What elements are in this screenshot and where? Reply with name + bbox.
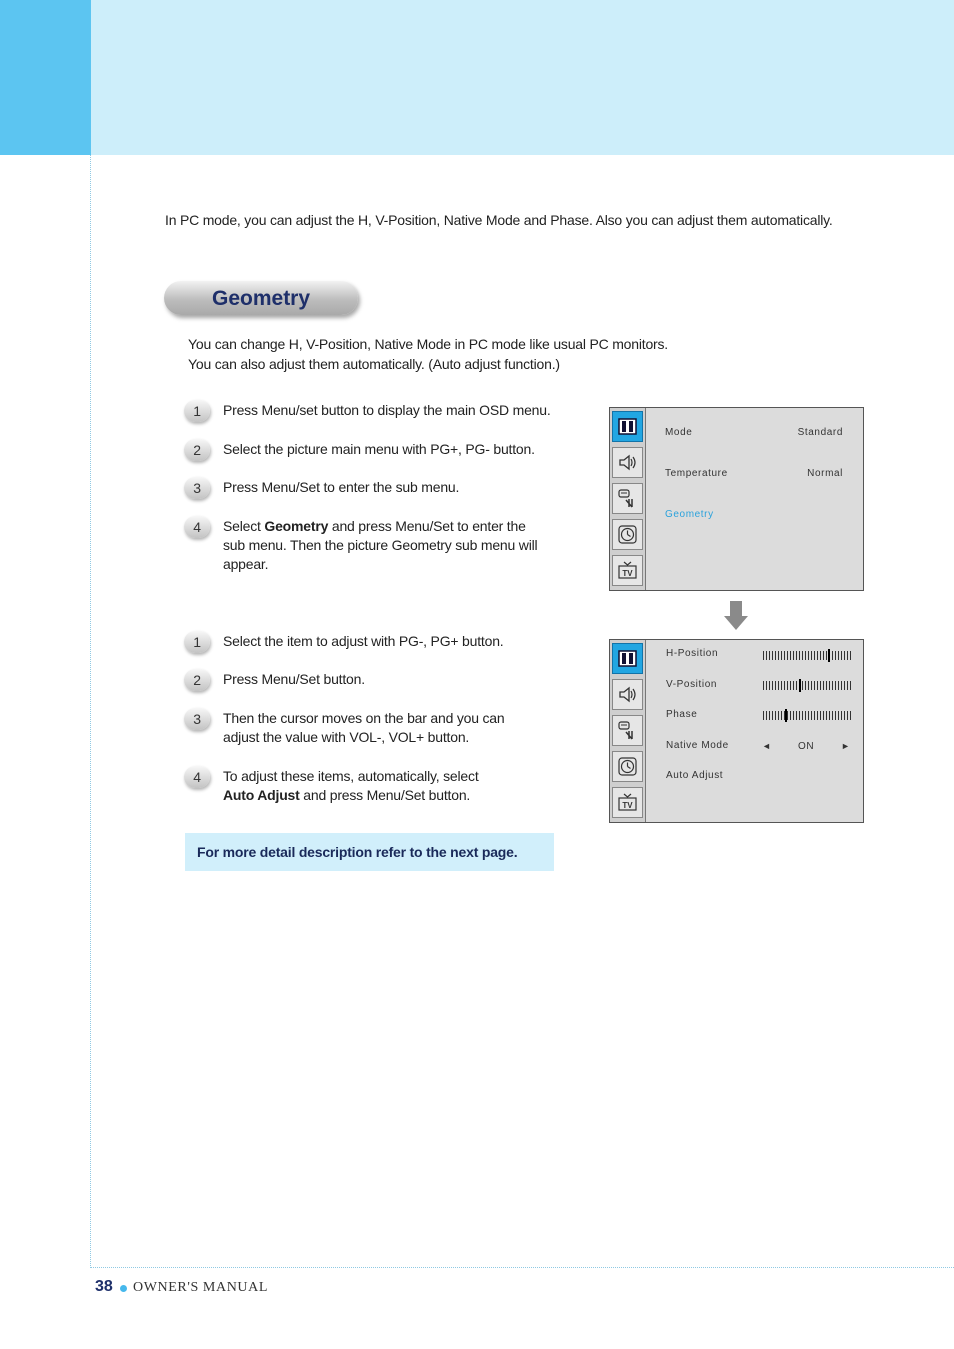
timer-icon [612,751,643,782]
osd-geometry-label[interactable]: Geometry [665,509,714,520]
step-text: Press Menu/Set to enter the sub menu. [223,479,460,495]
svg-text:TV: TV [622,801,633,810]
phase-slider-thumb[interactable] [785,709,787,722]
down-arrow-icon [724,601,748,631]
osd-h-position-label[interactable]: H-Position [666,648,719,659]
margin-guide-vertical [90,155,91,1268]
h-position-slider-thumb[interactable] [828,649,830,662]
osd-mode-label[interactable]: Mode [665,427,693,438]
native-mode-right-arrow-icon[interactable]: ► [841,741,851,751]
intro-text: In PC mode, you can adjust the H, V-Position, Native Mode and Phase. Also you can adjust them automatically. [165,212,833,228]
section-title-pill [164,281,358,315]
v-position-slider-thumb[interactable] [799,679,801,692]
osd-auto-adjust-label[interactable]: Auto Adjust [666,770,724,781]
step-text: Press Menu/set button to display the main OSD menu. [223,402,551,418]
svg-text:TV: TV [622,569,633,578]
sound-icon [612,447,643,478]
step-text: Then the cursor moves on the bar and you can adjust the value with VOL-, VOL+ button. [223,710,505,745]
tv-icon [612,787,643,818]
step-number: 2 [184,669,210,691]
osd-native-mode-label[interactable]: Native Mode [666,740,729,751]
h-position-slider[interactable] [763,651,853,660]
setup-icon [612,483,643,514]
step-bold-term: Auto Adjust [223,787,300,803]
margin-guide-horizontal [90,1267,954,1268]
osd-icon-column [610,640,646,822]
header-band-left [0,0,91,155]
osd-temperature-value: Normal [807,468,843,479]
note-box [185,833,554,871]
osd-temperature-label[interactable]: Temperature [665,468,728,479]
osd-v-position-label[interactable]: V-Position [666,679,718,690]
footer-bullet [120,1285,127,1292]
step-text: Press Menu/Set button. [223,671,365,687]
section-description [188,334,668,374]
step-text: To adjust these items, automatically, select Auto Adjust and press Menu/Set button. [223,768,479,803]
tv-icon [612,555,643,586]
sound-icon [612,679,643,710]
step-number: 1 [184,400,210,422]
step-number: 1 [184,631,210,653]
native-mode-value: ON [798,741,815,752]
picture-icon [612,643,643,674]
picture-icon [612,411,643,442]
step-bold-term: Geometry [264,518,329,534]
native-mode-left-arrow-icon[interactable]: ◄ [762,741,772,751]
phase-slider[interactable] [763,711,853,720]
description-line: You can also adjust them automatically. (Auto adjust function.) [188,356,560,372]
osd-icon-column [610,408,646,590]
header-band-right [91,0,954,155]
step-text: Select the picture main menu with PG+, PG- button. [223,441,535,457]
timer-icon [612,519,643,550]
osd-mode-value: Standard [797,427,843,438]
step-number: 2 [184,439,210,461]
osd-phase-label[interactable]: Phase [666,709,698,720]
step-number: 3 [184,708,210,730]
note-text: For more detail description refer to the next page. [197,844,518,860]
footer-label: OWNER'S MANUAL [133,1280,268,1295]
description-line: You can change H, V-Position, Native Mode in PC mode like usual PC monitors. [188,336,668,352]
step-number: 4 [184,516,210,538]
section-title: Geometry [212,287,311,310]
page-number: 38 [95,1278,113,1295]
osd-main-menu [609,407,864,591]
setup-icon [612,715,643,746]
step-number: 3 [184,477,210,499]
step-text: Select Geometry and press Menu/Set to enter the sub menu. Then the picture Geometry sub menu will appear. [223,518,538,572]
v-position-slider[interactable] [763,681,853,690]
step-number: 4 [184,766,210,788]
osd-geometry-menu [609,639,864,823]
step-text: Select the item to adjust with PG-, PG+ button. [223,633,504,649]
